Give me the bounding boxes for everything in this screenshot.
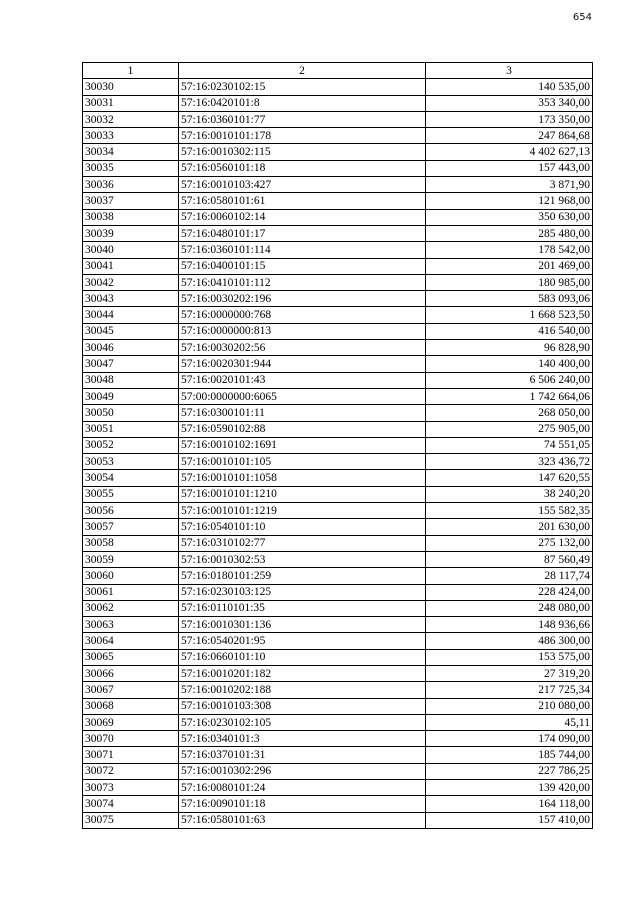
cadastral-number-cell: 57:16:0010101:1058 [179, 470, 426, 486]
row-number-cell: 30049 [83, 388, 179, 404]
row-number-cell: 30038 [83, 209, 179, 225]
row-number-cell: 30057 [83, 519, 179, 535]
row-number-cell: 30073 [83, 780, 179, 796]
value-cell: 247 864,68 [426, 128, 593, 144]
value-cell: 227 786,25 [426, 763, 593, 779]
cadastral-number-cell: 57:16:0300101:11 [179, 405, 426, 421]
row-number-cell: 30032 [83, 111, 179, 127]
row-number-cell: 30031 [83, 95, 179, 111]
table-row [83, 160, 593, 176]
value-cell: 4 402 627,13 [426, 144, 593, 160]
row-number-cell: 30064 [83, 633, 179, 649]
row-number-cell: 30075 [83, 812, 179, 828]
table-row [83, 177, 593, 193]
cadastral-number-cell: 57:16:0110101:35 [179, 600, 426, 616]
table-row [83, 307, 593, 323]
table-row [83, 79, 593, 95]
cadastral-number-cell: 57:16:0420101:8 [179, 95, 426, 111]
row-number-cell: 30048 [83, 372, 179, 388]
row-number-cell: 30063 [83, 617, 179, 633]
value-cell: 157 443,00 [426, 160, 593, 176]
value-cell: 6 506 240,00 [426, 372, 593, 388]
row-number-cell: 30053 [83, 454, 179, 470]
table-row [83, 665, 593, 681]
value-cell: 155 582,35 [426, 503, 593, 519]
value-cell: 153 575,00 [426, 649, 593, 665]
row-number-cell: 30047 [83, 356, 179, 372]
row-number-cell: 30069 [83, 714, 179, 730]
value-cell: 275 132,00 [426, 535, 593, 551]
cadastral-number-cell: 57:16:0230102:105 [179, 714, 426, 730]
table-row [83, 144, 593, 160]
row-number-cell: 30065 [83, 649, 179, 665]
table-row [83, 698, 593, 714]
row-number-cell: 30033 [83, 128, 179, 144]
cadastral-number-cell: 57:16:0060102:14 [179, 209, 426, 225]
table-row [83, 763, 593, 779]
column-header-1: 1 [83, 63, 179, 79]
cadastral-number-cell: 57:16:0230102:15 [179, 79, 426, 95]
row-number-cell: 30067 [83, 682, 179, 698]
row-number-cell: 30035 [83, 160, 179, 176]
table-row [83, 649, 593, 665]
value-cell: 140 535,00 [426, 79, 593, 95]
table-row [83, 535, 593, 551]
value-cell: 323 436,72 [426, 454, 593, 470]
table-row [83, 551, 593, 567]
value-cell: 157 410,00 [426, 812, 593, 828]
row-number-cell: 30039 [83, 225, 179, 241]
value-cell: 96 828,90 [426, 340, 593, 356]
value-cell: 45,11 [426, 714, 593, 730]
table-row [83, 617, 593, 633]
row-number-cell: 30071 [83, 747, 179, 763]
cadastral-number-cell: 57:16:0360101:114 [179, 242, 426, 258]
table-row [83, 486, 593, 502]
value-cell: 74 551,05 [426, 437, 593, 453]
column-header-3: 3 [426, 63, 593, 79]
value-cell: 201 630,00 [426, 519, 593, 535]
row-number-cell: 30068 [83, 698, 179, 714]
value-cell: 148 936,66 [426, 617, 593, 633]
row-number-cell: 30042 [83, 274, 179, 290]
cadastral-number-cell: 57:16:0010301:136 [179, 617, 426, 633]
value-cell: 180 985,00 [426, 274, 593, 290]
row-number-cell: 30045 [83, 323, 179, 339]
value-cell: 3 871,90 [426, 177, 593, 193]
cadastral-number-cell: 57:16:0230103:125 [179, 584, 426, 600]
page-number: 654 [572, 12, 592, 23]
cadastral-number-cell: 57:16:0660101:10 [179, 649, 426, 665]
cadastral-number-cell: 57:16:0010101:178 [179, 128, 426, 144]
cadastral-number-cell: 57:16:0090101:18 [179, 796, 426, 812]
cadastral-number-cell: 57:16:0180101:259 [179, 568, 426, 584]
value-cell: 185 744,00 [426, 747, 593, 763]
value-cell: 174 090,00 [426, 731, 593, 747]
table-row [83, 209, 593, 225]
cadastral-number-cell: 57:16:0580101:63 [179, 812, 426, 828]
value-cell: 248 080,00 [426, 600, 593, 616]
table-row [83, 258, 593, 274]
value-cell: 210 080,00 [426, 698, 593, 714]
row-number-cell: 30052 [83, 437, 179, 453]
table-row [83, 242, 593, 258]
row-number-cell: 30040 [83, 242, 179, 258]
value-cell: 217 725,34 [426, 682, 593, 698]
cadastral-number-cell: 57:16:0540201:95 [179, 633, 426, 649]
value-cell: 486 300,00 [426, 633, 593, 649]
table-row [83, 356, 593, 372]
cadastral-number-cell: 57:16:0310102:77 [179, 535, 426, 551]
cadastral-number-cell: 57:16:0010201:182 [179, 665, 426, 681]
cadastral-number-cell: 57:16:0010101:1210 [179, 486, 426, 502]
value-cell: 353 340,00 [426, 95, 593, 111]
cadastral-number-cell: 57:16:0560101:18 [179, 160, 426, 176]
table-row [83, 470, 593, 486]
value-cell: 350 630,00 [426, 209, 593, 225]
cadastral-number-cell: 57:16:0400101:15 [179, 258, 426, 274]
row-number-cell: 30036 [83, 177, 179, 193]
cadastral-number-cell: 57:16:0000000:813 [179, 323, 426, 339]
cadastral-number-cell: 57:16:0010202:188 [179, 682, 426, 698]
table-body [83, 79, 593, 829]
value-cell: 121 968,00 [426, 193, 593, 209]
value-cell: 416 540,00 [426, 323, 593, 339]
cadastral-number-cell: 57:16:0000000:768 [179, 307, 426, 323]
row-number-cell: 30061 [83, 584, 179, 600]
table-row [83, 388, 593, 404]
cadastral-number-cell: 57:16:0010302:115 [179, 144, 426, 160]
value-cell: 140 400,00 [426, 356, 593, 372]
header-row [83, 63, 593, 79]
value-cell: 27 319,20 [426, 665, 593, 681]
row-number-cell: 30055 [83, 486, 179, 502]
cadastral-number-cell: 57:16:0030202:56 [179, 340, 426, 356]
table-row [83, 568, 593, 584]
cadastral-number-cell: 57:16:0010302:53 [179, 551, 426, 567]
value-cell: 28 117,74 [426, 568, 593, 584]
cadastral-number-cell: 57:16:0010103:427 [179, 177, 426, 193]
value-cell: 1 742 664,06 [426, 388, 593, 404]
value-cell: 268 050,00 [426, 405, 593, 421]
table-row [83, 812, 593, 828]
table-row [83, 682, 593, 698]
table-row [83, 225, 593, 241]
cadastral-number-cell: 57:16:0590102:88 [179, 421, 426, 437]
row-number-cell: 30030 [83, 79, 179, 95]
row-number-cell: 30060 [83, 568, 179, 584]
table-row [83, 780, 593, 796]
table-row [83, 291, 593, 307]
cadastral-number-cell: 57:16:0360101:77 [179, 111, 426, 127]
table-row [83, 128, 593, 144]
row-number-cell: 30037 [83, 193, 179, 209]
row-number-cell: 30041 [83, 258, 179, 274]
table-row [83, 584, 593, 600]
cadastral-number-cell: 57:16:0010302:296 [179, 763, 426, 779]
table-row [83, 111, 593, 127]
column-header-2: 2 [179, 63, 426, 79]
cadastral-number-cell: 57:00:0000000:6065 [179, 388, 426, 404]
table-row [83, 340, 593, 356]
row-number-cell: 30072 [83, 763, 179, 779]
row-number-cell: 30050 [83, 405, 179, 421]
value-cell: 1 668 523,50 [426, 307, 593, 323]
value-cell: 285 480,00 [426, 225, 593, 241]
cadastral-number-cell: 57:16:0540101:10 [179, 519, 426, 535]
row-number-cell: 30059 [83, 551, 179, 567]
row-number-cell: 30044 [83, 307, 179, 323]
table-row [83, 437, 593, 453]
value-cell: 275 905,00 [426, 421, 593, 437]
table-row [83, 193, 593, 209]
value-cell: 173 350,00 [426, 111, 593, 127]
table-row [83, 796, 593, 812]
value-cell: 201 469,00 [426, 258, 593, 274]
row-number-cell: 30058 [83, 535, 179, 551]
table-row [83, 714, 593, 730]
row-number-cell: 30062 [83, 600, 179, 616]
cadastral-number-cell: 57:16:0410101:112 [179, 274, 426, 290]
cadastral-number-cell: 57:16:0010102:1691 [179, 437, 426, 453]
value-cell: 228 424,00 [426, 584, 593, 600]
table-row [83, 519, 593, 535]
table-row [83, 95, 593, 111]
row-number-cell: 30066 [83, 665, 179, 681]
cadastral-number-cell: 57:16:0010101:1219 [179, 503, 426, 519]
row-number-cell: 30056 [83, 503, 179, 519]
table-row [83, 421, 593, 437]
row-number-cell: 30034 [83, 144, 179, 160]
table-row [83, 633, 593, 649]
row-number-cell: 30054 [83, 470, 179, 486]
cadastral-number-cell: 57:16:0370101:31 [179, 747, 426, 763]
cadastral-number-cell: 57:16:0020101:43 [179, 372, 426, 388]
table-row [83, 731, 593, 747]
cadastral-number-cell: 57:16:0080101:24 [179, 780, 426, 796]
row-number-cell: 30051 [83, 421, 179, 437]
value-cell: 147 620,55 [426, 470, 593, 486]
row-number-cell: 30043 [83, 291, 179, 307]
cadastral-number-cell: 57:16:0010103:308 [179, 698, 426, 714]
table-row [83, 747, 593, 763]
table-row [83, 503, 593, 519]
table-row [83, 600, 593, 616]
cadastral-number-cell: 57:16:0340101:3 [179, 731, 426, 747]
cadastral-number-cell: 57:16:0010101:105 [179, 454, 426, 470]
row-number-cell: 30074 [83, 796, 179, 812]
row-number-cell: 30070 [83, 731, 179, 747]
cadastral-number-cell: 57:16:0020301:944 [179, 356, 426, 372]
table-row [83, 323, 593, 339]
value-cell: 139 420,00 [426, 780, 593, 796]
cadastral-number-cell: 57:16:0030202:196 [179, 291, 426, 307]
table-row [83, 372, 593, 388]
cadastral-table [82, 62, 593, 829]
cadastral-number-cell: 57:16:0480101:17 [179, 225, 426, 241]
row-number-cell: 30046 [83, 340, 179, 356]
value-cell: 87 560,49 [426, 551, 593, 567]
value-cell: 178 542,00 [426, 242, 593, 258]
table-row [83, 274, 593, 290]
cadastral-number-cell: 57:16:0580101:61 [179, 193, 426, 209]
value-cell: 38 240,20 [426, 486, 593, 502]
value-cell: 164 118,00 [426, 796, 593, 812]
table-row [83, 454, 593, 470]
table-row [83, 405, 593, 421]
value-cell: 583 093,06 [426, 291, 593, 307]
